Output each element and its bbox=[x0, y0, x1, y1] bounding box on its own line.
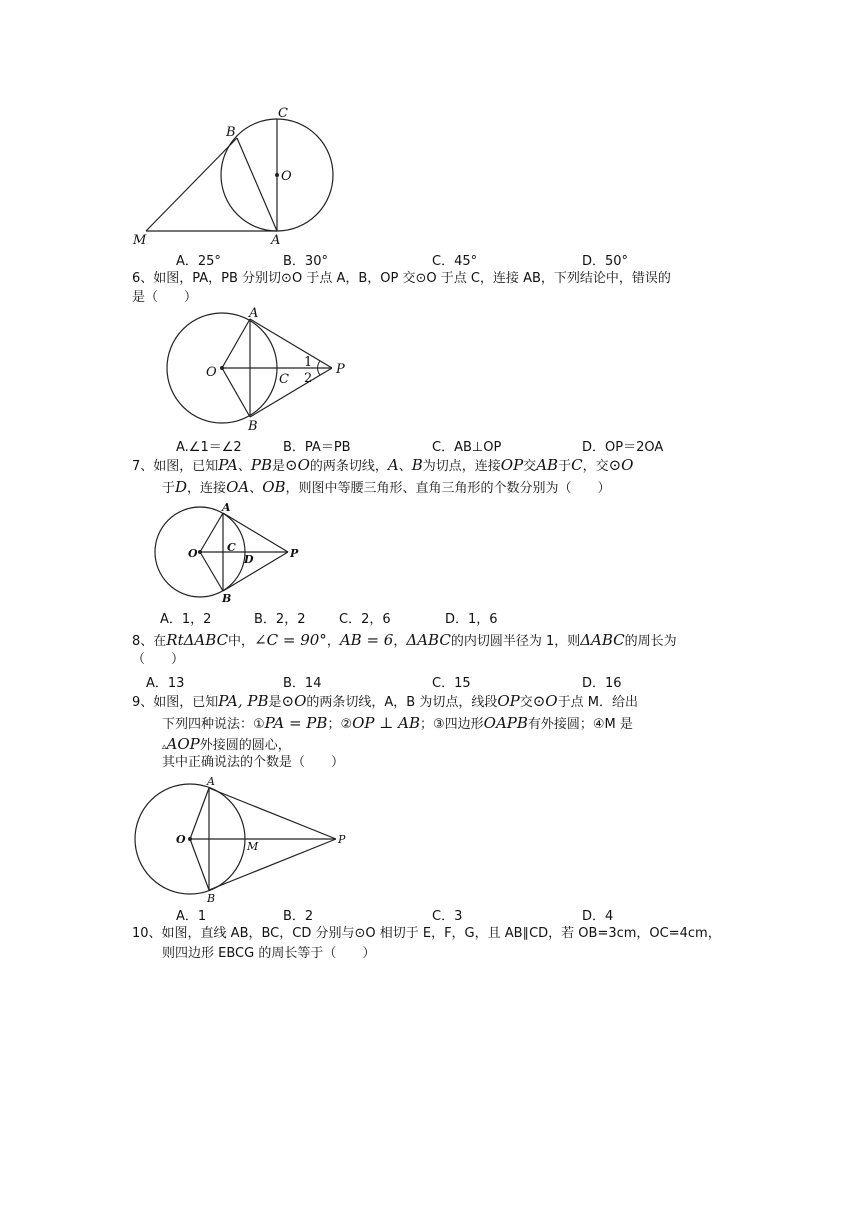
q5-option-a[interactable]: A．25° bbox=[176, 254, 221, 269]
q7-label-c: C bbox=[227, 541, 236, 554]
q6-figure bbox=[160, 300, 360, 436]
q7-stem-line2: 于D，连接OA、OB，则图中等腰三角形、直角三角形的个数分别为（ ） bbox=[162, 478, 611, 496]
q6-option-a[interactable]: A.∠1＝∠2 bbox=[176, 440, 242, 455]
q5-option-d[interactable]: D．50° bbox=[582, 254, 629, 269]
q8-stem-line2: （ ） bbox=[132, 652, 185, 667]
q7-option-d[interactable]: D．1，6 bbox=[445, 612, 498, 627]
q6-label-a: A bbox=[249, 306, 259, 321]
q9-option-b[interactable]: B．2 bbox=[283, 909, 314, 924]
q9-label-b: B bbox=[207, 892, 216, 904]
q5-chord-ba bbox=[237, 138, 277, 231]
q9-stem-line4: 其中正确说法的个数是（ ） bbox=[162, 755, 345, 770]
q7-figure bbox=[150, 500, 310, 604]
q7-stem-line1: 7、如图，已知PA、PB是⊙O的两条切线，A、B为切点，连接OP交AB于C，交⊙O bbox=[132, 456, 634, 474]
q7-segment-oa bbox=[200, 513, 223, 552]
q9-label-p: P bbox=[338, 833, 346, 846]
q8-stem-line1: 8、在RtΔABC中，∠C = 90°，AB = 6，ΔABC的内切圆半径为 1，则ΔABC的周长为 bbox=[132, 631, 677, 649]
q9-label-o: O bbox=[176, 833, 186, 846]
q7-label-a: A bbox=[222, 501, 231, 514]
q6-label-o: O bbox=[206, 365, 217, 380]
q6-stem-line1: 6、如图，PA，PB 分别切⊙O 于点 A，B，OP 交⊙O 于点 C，连接 AB，下列结论中，错误的 bbox=[132, 271, 671, 286]
q8-option-c[interactable]: C．15 bbox=[432, 676, 471, 691]
q5-label-b: B bbox=[226, 125, 236, 140]
q6-center-dot bbox=[220, 366, 224, 370]
q6-label-c: C bbox=[279, 372, 289, 387]
q5-option-b[interactable]: B．30° bbox=[283, 254, 328, 269]
q9-option-d[interactable]: D．4 bbox=[582, 909, 614, 924]
q9-segment-ob bbox=[190, 839, 209, 890]
q9-tangent-pb bbox=[209, 839, 336, 890]
q6-stem-line2: 是（ ） bbox=[132, 290, 198, 305]
q10-stem-line2: 则四边形 EBCG 的周长等于（ ） bbox=[162, 946, 376, 961]
q7-label-b: B bbox=[222, 592, 232, 604]
q5-figure bbox=[128, 100, 348, 250]
q7-option-b[interactable]: B．2，2 bbox=[254, 612, 306, 627]
q5-segment-mb bbox=[146, 138, 237, 231]
q10-stem-line1: 10、如图，直线 AB，BC，CD 分别与⊙O 相切于 E，F，G，且 AB∥CD，若 OB=3cm，OC=4cm， bbox=[132, 926, 721, 941]
q6-label-2: 2 bbox=[304, 371, 313, 386]
q7-option-a[interactable]: A．1，2 bbox=[160, 612, 212, 627]
q9-label-m: M bbox=[247, 840, 259, 853]
q9-segment-oa bbox=[190, 788, 209, 839]
q9-tangent-pa bbox=[209, 788, 336, 839]
q6-tangent-pb bbox=[250, 368, 332, 417]
q9-stem-line3: ▵AOP外接圆的圆心， bbox=[162, 735, 291, 753]
q9-option-c[interactable]: C．3 bbox=[432, 909, 463, 924]
q6-option-c[interactable]: C．AB⊥OP bbox=[432, 440, 502, 455]
q5-label-o: O bbox=[281, 169, 292, 184]
q6-label-b: B bbox=[248, 419, 258, 434]
q6-label-p: P bbox=[336, 362, 345, 377]
q5-center-dot bbox=[275, 173, 279, 177]
q7-label-p: P bbox=[290, 547, 299, 560]
q6-label-1: 1 bbox=[304, 355, 313, 370]
q6-segment-ob bbox=[222, 368, 250, 417]
q7-center-dot bbox=[198, 550, 202, 554]
q7-label-d: D bbox=[244, 553, 254, 566]
q8-option-a[interactable]: A．13 bbox=[146, 676, 185, 691]
q7-option-c[interactable]: C．2，6 bbox=[339, 612, 391, 627]
q8-option-d[interactable]: D．16 bbox=[582, 676, 622, 691]
q8-option-b[interactable]: B．14 bbox=[283, 676, 322, 691]
q6-segment-oa bbox=[222, 319, 250, 368]
q5-label-c: C bbox=[278, 106, 288, 121]
q5-option-c[interactable]: C．45° bbox=[432, 254, 478, 269]
q5-label-m: M bbox=[133, 233, 147, 248]
q9-option-a[interactable]: A．1 bbox=[176, 909, 207, 924]
q9-stem-line1: 9、如图，已知PA, PB是⊙O的两条切线，A，B 为切点，线段OP交⊙O于点 M．给出 bbox=[132, 692, 638, 710]
q9-stem-line2: 下列四种说法：①PA = PB；②OP ⊥ AB；③四边形OAPB有外接圆；④M 是 bbox=[162, 714, 633, 732]
q6-option-d[interactable]: D．OP＝2OA bbox=[582, 440, 664, 455]
q7-segment-ob bbox=[200, 552, 223, 591]
q9-label-a: A bbox=[207, 775, 215, 788]
q7-tangent-pb bbox=[223, 552, 288, 591]
q6-option-b[interactable]: B．PA＝PB bbox=[283, 440, 351, 455]
q7-label-o: O bbox=[188, 547, 198, 560]
q5-label-a: A bbox=[271, 233, 281, 248]
q9-center-dot bbox=[188, 837, 192, 841]
q6-tangent-pa bbox=[250, 319, 332, 368]
q9-figure bbox=[130, 772, 355, 904]
